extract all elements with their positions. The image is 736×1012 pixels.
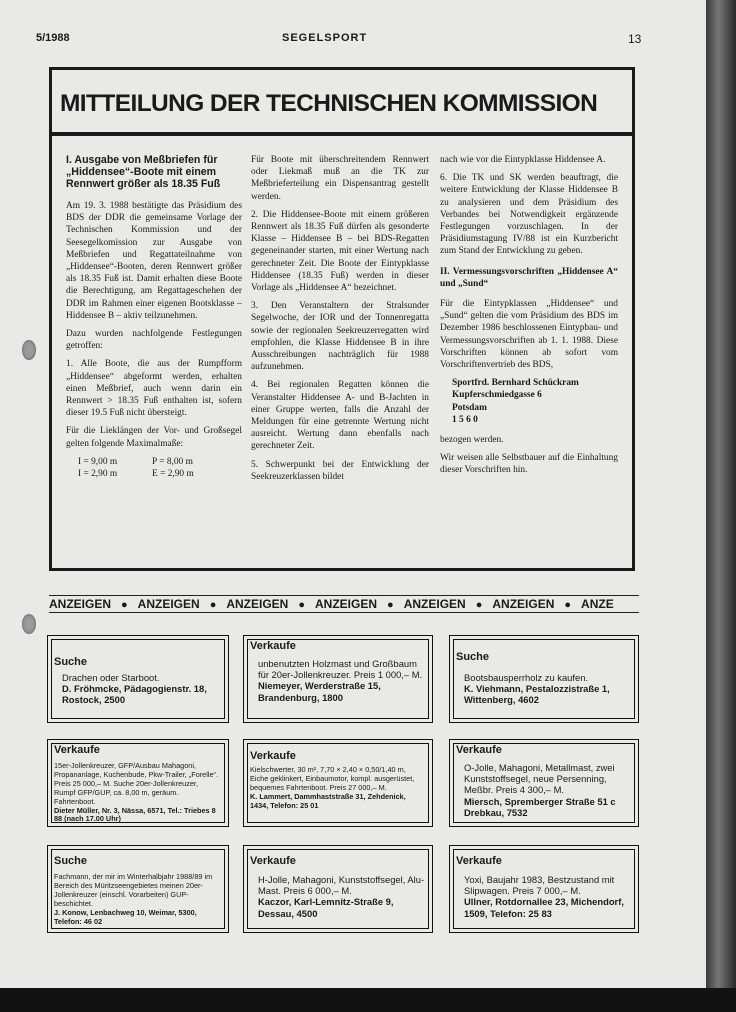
article-column-3 [440, 154, 618, 483]
banner-word: ANZEIGEN [137, 597, 200, 611]
bullet-icon: ● [298, 599, 306, 611]
ad-text: Bootsbausperrholz zu kaufen. [464, 672, 589, 683]
bullet-icon: ● [475, 599, 483, 611]
paragraph: 1. Alle Boote, die aus der Rumpfform „Hiddensee“ abgeformt werden, erhalten einen Meßbrief, auch wenn darin ein Rennwert > 18.35 Fuß enthalten ist, sofern dieser 19.5 Fuß nicht übersteigt. [66, 359, 242, 419]
ad-heading: Verkaufe [250, 855, 296, 867]
classified-ad [243, 845, 433, 933]
ad-contact: J. Konow, Lenbachweg 10, Weimar, 5300, Telefon: 46 02 [54, 907, 197, 926]
classified-ad [243, 739, 433, 827]
ad-contact: Miersch, Spremberger Straße 51 c Drebkau, 7532 [464, 795, 616, 818]
address-line: Sportfrd. Bernhard Schückram [452, 378, 579, 389]
classified-ad [449, 739, 639, 827]
title-bar [52, 70, 632, 136]
ad-contact: Dieter Müller, Nr. 3, Nässa, 6571, Tel.: Triebes 8 88 (nach 17.00 Uhr) [54, 805, 216, 824]
ad-contact: Kaczor, Karl-Lemnitz-Straße 9, Dessau, 4500 [258, 896, 394, 919]
measurement: I = 2,90 m [78, 468, 118, 479]
bullet-icon: ● [209, 599, 217, 611]
ad-text: H-Jolle, Mahagoni, Kunststoffsegel, Alu-Mast. Preis 6 000,– M. [258, 874, 425, 897]
ad-heading: Verkaufe [54, 744, 100, 756]
classified-ad [47, 845, 229, 933]
measurement: P = 8,00 m [152, 456, 193, 467]
banner-word: ANZEIGEN [315, 597, 378, 611]
bullet-icon: ● [387, 599, 394, 611]
ad-heading: Verkaufe [250, 640, 296, 652]
binding-hole [22, 614, 36, 634]
paragraph: bezogen werden. [440, 435, 504, 446]
paragraph: Wir weisen alle Selbstbauer auf die Einhaltung dieser Vorschriften hin. [440, 453, 618, 476]
address-line: Potsdam [452, 402, 487, 413]
ad-text: O-Jolle, Mahagoni, Metallmast, zwei Kunststoffsegel, neue Persenning, Meßbr. Preis 4 300,– M. [464, 762, 615, 796]
ad-body [258, 874, 425, 919]
ad-body [464, 672, 631, 706]
section-1-heading: I. Ausgabe von Meßbriefen für „Hiddensee“-Boote mit einem Rennwert größer als 18.35 Fuß [66, 154, 221, 190]
paragraph: 3. Den Veranstaltern der Stralsunder Segelwoche, der IOR und der Tonnenregatta sowie der regionalen Seekreuzerregatten wird empfohlen, die Klasse Hiddensee B in ihre Ausschreibungen nachträglich für 1988 aufzunehmen. [251, 301, 429, 373]
ad-text: Fachmann, der mir im Winterhalbjahr 1988/89 im Bereich des Müritzseengebietes meinen 20er-Jollenkreuzer (einschl. Vorarbeiten) GUP-beschichtet. [54, 872, 213, 908]
ad-body [250, 766, 425, 811]
article-frame [49, 67, 635, 571]
ad-contact: Ullner, Rotdornallee 23, Michendorf, 1509, Telefon: 25 83 [464, 896, 624, 919]
paragraph: 6. Die TK und SK werden beauftragt, die weitere Entwicklung der Klasse Hiddensee B zu analysieren und dem Präsidium des Verbandes bei Notwendigkeit ergänzende Festlegungen vorzuschlagen. In der Präsidiumstagung IV/88 ist ein Kurzbericht zum Stand der Entwicklung zu geben. [440, 173, 618, 257]
paragraph: Dazu wurden nachfolgende Festlegungen getroffen: [66, 329, 242, 352]
banner-word: ANZEIGEN [403, 597, 466, 611]
paragraph: 4. Bei regionalen Regatten können die Veranstalter Hiddensee A- und B-Jachten in einer Gruppe werten, falls die Anzahl der Meldungen für eine getrennte Wertung nicht ausreicht. Wertung dann ebenfalls nach gerechneter Zeit. [251, 380, 429, 452]
ad-contact: Niemeyer, Werderstraße 15, Brandenburg, 1800 [258, 680, 381, 703]
address-line: 1 5 6 0 [452, 414, 478, 425]
measurement-row [66, 456, 242, 468]
measurement: I = 9,00 m [78, 456, 118, 467]
ad-body [258, 658, 425, 703]
ad-heading: Verkaufe [456, 855, 502, 867]
measurement: E = 2,90 m [152, 468, 194, 479]
article-column-2 [251, 154, 429, 489]
ad-text: Kielschwerter, 30 m², 7,70 × 2,40 × 0,50/1,40 m, Eiche geklinkert, Einbaumotor, kompl. ausgerüstet, bequemes Fahrtenboot. Preis 27 000,– M. [250, 765, 415, 792]
ad-heading: Verkaufe [456, 744, 502, 756]
ad-body [464, 762, 631, 818]
paragraph: 5. Schwerpunkt bei der Entwicklung der Seekreuzerklassen bildet [251, 459, 429, 482]
paragraph: Für die Eintypklassen „Hiddensee“ und „Sund“ gelten die vom Präsidium des BDS im Dezember 1986 beschlossenen Eintypbau- und Vermessungsvorschriften ab 1. 1. 1988. Diese Vorschriften können ab sofort vom Vorschriftenvertrieb des BDS, [440, 299, 618, 371]
banner-word: ANZE [581, 597, 614, 611]
banner-word: ANZEIGEN [226, 597, 289, 611]
paragraph: Für die Lieklängen der Vor- und Großsegel gelten folgende Maximalmaße: [66, 426, 242, 449]
bullet-icon: ● [564, 599, 572, 611]
classified-ad [449, 635, 639, 723]
ad-contact: K. Lammert, Dammhaststraße 31, Zehdenick, 1434, Telefon: 25 01 [250, 791, 406, 810]
issue-number: 5/1988 [36, 32, 70, 44]
page-stack-edge [706, 0, 736, 1012]
ad-heading: Suche [54, 855, 88, 867]
ad-text: Yoxi, Baujahr 1983, Bestzustand mit Slipwagen. Preis 7 000,– M. [464, 874, 615, 897]
ad-text: 15er-Jollenkreuzer, GFP/Ausbau Mahagoni, Propananlage, Kuchenbude, Pkw-Trailer, „Forelle“. Preis 25 000,– M. Suche 20er-Jollenkreuzer, Rumpf GFP/GUP, ca. 8,00 m, geräum. Fahrtenboot. [54, 761, 218, 806]
paragraph: nach wie vor die Eintypklasse Hiddensee A. [440, 155, 606, 165]
ad-body [464, 874, 631, 919]
ad-contact: D. Fröhmcke, Pädagogienstr. 18, Rostock, 2500 [62, 683, 207, 706]
distributor-address [452, 377, 618, 426]
measurement-row [66, 468, 242, 480]
paragraph: Für Boote mit überschreitendem Rennwert oder Liekmaß muß an die TK zur Meßbrieferteilung ein Dispensantrag gestellt werden. [251, 155, 429, 202]
ad-heading: Suche [54, 656, 88, 668]
classified-ad [47, 739, 229, 827]
ad-heading: Suche [456, 651, 490, 663]
banner-word: ANZEIGEN [49, 597, 112, 611]
section-2-heading: II. Vermessungsvorschriften „Hiddensee A“ und „Sund“ [440, 266, 618, 289]
address-line: Kupferschmiedgasse 6 [452, 390, 542, 401]
anzeigen-banner [49, 595, 639, 613]
paragraph: Am 19. 3. 1988 bestätigte das Präsidium des BDS der DDR die gemeinsame Vorlage der Technischen Kommission und der Seesegelkomission zur Ausgabe von Meßbriefen und Regattateilnahme von „Hiddensee“-Booten, deren Rennwert größer als 18.35 Fuß ist. Damit erhalten diese Boote die Berechtigung, am Regattageschehen der DDR im Rahmen einer eigenen Bootsklasse – Hiddensee B – aktiv teilzunehmen. [66, 201, 242, 321]
ad-body [54, 873, 221, 926]
ad-contact: K. Viehmann, Pestalozzistraße 1, Wittenberg, 4602 [464, 683, 610, 706]
article-column-1 [66, 154, 242, 480]
page-number: 13 [628, 32, 642, 46]
classified-ad [243, 635, 433, 723]
binding-hole [22, 340, 36, 360]
banner-word: ANZEIGEN [492, 597, 555, 611]
classified-ad [449, 845, 639, 933]
scan-bottom-edge [0, 988, 736, 1012]
classified-ad [47, 635, 229, 723]
bullet-icon: ● [121, 599, 128, 611]
magazine-name: SEGELSPORT [282, 32, 368, 44]
ad-text: unbenutzten Holzmast und Großbaum für 20er-Jollenkreuzer. Preis 1 000,– M. [258, 658, 423, 681]
paragraph: 2. Die Hiddensee-Boote mit einem größeren Rennwert als 18.35 Fuß dürfen als gesonderte Klasse – Hiddensee B – bei BDS-Regatten gegeneinander starten, mit einer Wertung nach gerechneter Zeit. Die Boote der Eintypklasse Hiddensee (18.35 Fuß) werden in dieser Vorlage als „Hiddensee A“ bezeichnet. [251, 209, 429, 294]
ad-heading: Verkaufe [250, 750, 296, 762]
ad-text: Drachen oder Starboot. [62, 672, 160, 683]
article-title: MITTEILUNG DER TECHNISCHEN KOMMISSION [60, 90, 598, 117]
ad-body [54, 762, 221, 824]
ad-body [62, 672, 221, 706]
